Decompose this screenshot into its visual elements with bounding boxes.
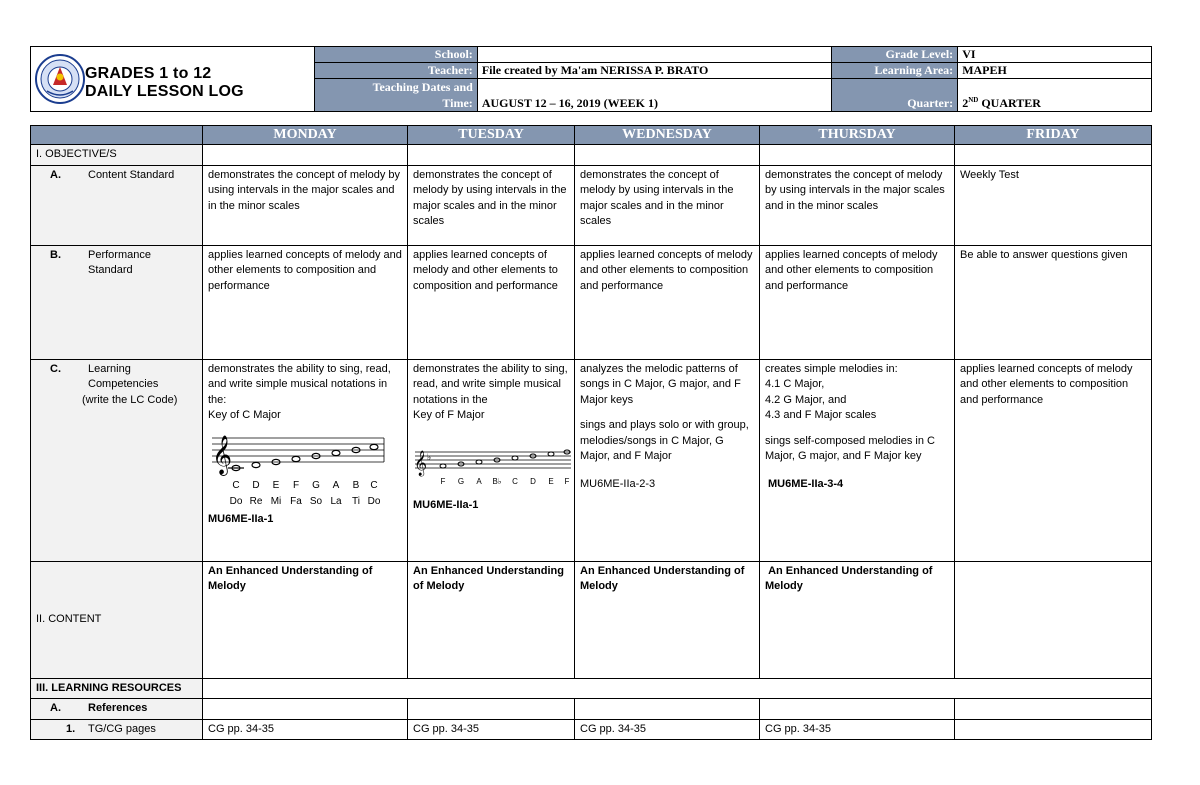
title-daily-lesson-log: DAILY LESSON LOG — [85, 83, 244, 100]
lc-monday-text: demonstrates the ability to sing, read, and write simple musical notations in the: — [208, 362, 391, 406]
performance-standard-label — [31, 245, 203, 359]
scale-note-letter: F — [440, 476, 446, 486]
objectives-empty-cell — [955, 145, 1152, 166]
lc-wednesday-code: MU6ME-IIa-2-3 — [580, 477, 656, 490]
row-label-text — [88, 248, 151, 279]
scale-note-letter: E — [272, 479, 280, 491]
day-header-blank — [31, 126, 203, 145]
lc-tuesday-code: MU6ME-IIa-1 — [413, 498, 479, 511]
solfege-syllable: So — [309, 495, 323, 507]
performance-standard-wednesday: applies learned concepts of melody and other elements to composition and performance — [575, 245, 760, 359]
content-standard-wednesday: demonstrates the concept of melody by using intervals in the major scales and in the minor scales — [575, 165, 760, 245]
content-section-text: II. CONTENT — [36, 612, 102, 625]
objectives-empty-cell — [408, 145, 575, 166]
learning-competencies-label — [31, 359, 203, 561]
row-label-text — [88, 362, 158, 393]
teacher-label: Teacher: — [315, 63, 478, 79]
learning-competencies-friday: applies learned concepts of melody and other elements to composition and performance — [955, 359, 1152, 561]
scale-note-letter: G — [312, 479, 320, 491]
solfege-syllable: La — [330, 495, 342, 507]
tg-cg-monday: CG pp. 34-35 — [203, 719, 408, 740]
day-thursday: THURSDAY — [760, 126, 955, 145]
row-letter: 1. — [66, 722, 76, 735]
teaching-dates-label — [315, 79, 478, 112]
solfege-syllable: Re — [249, 495, 263, 507]
row-label-text: TG/CG pages — [88, 722, 156, 735]
solfege-syllable: Fa — [290, 495, 302, 507]
learning-resources-row — [31, 678, 1152, 699]
row-label-line: Standard — [88, 264, 133, 276]
content-friday — [955, 561, 1152, 678]
day-wednesday: WEDNESDAY — [575, 126, 760, 145]
row-letter: C. — [50, 362, 61, 375]
row-letter: A. — [50, 702, 61, 714]
lc-thursday-text2: sings self-composed melodies in C Major, G major, and F Major key — [765, 434, 935, 462]
references-empty-cell — [955, 699, 1152, 720]
row-label-text: Content Standard — [88, 168, 175, 181]
scale-note-letter: A — [332, 479, 340, 491]
quarter-suffix: ND — [968, 96, 979, 104]
school-label: School: — [315, 47, 478, 63]
row-letter: B. — [50, 248, 61, 261]
scale-note-letter: D — [252, 479, 260, 491]
tg-cg-friday — [955, 719, 1152, 740]
tg-cg-tuesday: CG pp. 34-35 — [408, 719, 575, 740]
performance-standard-monday: applies learned concepts of melody and other elements to composition and performance — [203, 245, 408, 359]
flat-sign-icon: ♭ — [427, 452, 432, 463]
content-standard-thursday: demonstrates the concept of melody by using intervals in the major scales and in the minor scales — [760, 165, 955, 245]
f-major-scale-staff — [413, 446, 573, 492]
lc-thursday-code: MU6ME-IIa-3-4 — [768, 477, 844, 490]
content-standard-label — [31, 165, 203, 245]
objectives-empty-cell — [203, 145, 408, 166]
references-label — [31, 699, 203, 720]
learning-competencies-thursday — [760, 359, 955, 561]
lc-thursday-line1: creates simple melodies in: — [765, 362, 898, 375]
content-standard-row — [31, 165, 1152, 245]
lc-wednesday-text1: analyzes the melodic patterns of songs in C Major, G major, and F Major keys — [580, 362, 741, 406]
teaching-dates-value: AUGUST 12 – 16, 2019 (WEEK 1) — [477, 79, 832, 112]
quarter-word: QUARTER — [978, 96, 1041, 110]
learning-competencies-row — [31, 359, 1152, 561]
learning-area-value: MAPEH — [958, 63, 1152, 79]
teaching-dates-label-line2: Time: — [442, 96, 473, 110]
scale-note-letter: G — [457, 476, 465, 486]
performance-standard-tuesday: applies learned concepts of melody and other elements to composition and performance — [408, 245, 575, 359]
content-standard-monday: demonstrates the concept of melody by using intervals in the major scales and in the minor scales — [203, 165, 408, 245]
references-row — [31, 699, 1152, 720]
scale-note-letter: C — [512, 476, 518, 486]
references-empty-cell — [760, 699, 955, 720]
deped-seal-logo — [35, 51, 85, 107]
scale-note-letter: C — [232, 479, 240, 491]
lc-monday-key: Key of C Major — [208, 409, 281, 421]
scale-note-letter: B — [352, 479, 360, 491]
treble-clef-icon: 𝄞 — [212, 434, 233, 475]
day-header-row — [31, 126, 1152, 145]
school-value — [477, 47, 832, 63]
day-friday: FRIDAY — [955, 126, 1152, 145]
content-thursday: An Enhanced Understanding of Melody — [760, 561, 955, 678]
grade-level-label: Grade Level: — [832, 47, 958, 63]
lc-tuesday-text: demonstrates the ability to sing, read, and write simple musical notations in the — [413, 362, 568, 406]
learning-competencies-tuesday — [408, 359, 575, 561]
scale-note-letter: F — [564, 476, 570, 486]
scale-note-letter: C — [370, 479, 378, 491]
grade-level-value: VI — [958, 47, 1152, 63]
objectives-empty-cell — [575, 145, 760, 166]
references-empty-cell — [575, 699, 760, 720]
row-letter: A. — [50, 168, 61, 181]
row-label-text: References — [88, 702, 148, 714]
performance-standard-thursday: applies learned concepts of melody and other elements to composition and performance — [760, 245, 955, 359]
row-label-line: Performance — [88, 248, 151, 261]
solfege-syllable: Ti — [352, 495, 360, 507]
learning-resources-empty — [203, 678, 1152, 699]
references-empty-cell — [408, 699, 575, 720]
references-empty-cell — [203, 699, 408, 720]
performance-standard-friday: Be able to answer questions given — [955, 245, 1152, 359]
row-label-line: Learning — [88, 362, 131, 375]
scale-note-letter: B♭ — [492, 476, 502, 486]
lc-thursday-line2: 4.1 C Major, — [765, 378, 825, 390]
treble-clef-icon: 𝄞 — [414, 450, 428, 476]
lc-tuesday-key: Key of F Major — [413, 409, 485, 421]
title-box — [30, 46, 316, 112]
lesson-table — [30, 125, 1152, 740]
header-info-table — [314, 46, 1152, 112]
scale-note-letter: A — [476, 476, 482, 486]
content-tuesday: An Enhanced Understanding of Melody — [408, 561, 575, 678]
teaching-dates-label-line1: Teaching Dates and — [372, 80, 473, 94]
objectives-empty-cell — [760, 145, 955, 166]
objectives-section-label: I. OBJECTIVE/S — [31, 145, 203, 166]
teacher-value: File created by Ma'am NERISSA P. BRATO — [477, 63, 832, 79]
tg-cg-wednesday: CG pp. 34-35 — [575, 719, 760, 740]
tg-cg-thursday: CG pp. 34-35 — [760, 719, 955, 740]
day-tuesday: TUESDAY — [408, 126, 575, 145]
quarter-label: Quarter: — [832, 79, 958, 112]
learning-area-label: Learning Area: — [832, 63, 958, 79]
lc-thursday-line4: 4.3 and F Major scales — [765, 409, 877, 421]
day-monday: MONDAY — [203, 126, 408, 145]
content-standard-tuesday: demonstrates the concept of melody by using intervals in the major scales and in the minor scales — [408, 165, 575, 245]
lc-code-hint: (write the LC Code) — [82, 393, 178, 406]
lesson-log-header — [30, 46, 1152, 112]
quarter-number: 2 — [962, 96, 969, 110]
lc-wednesday-text2: sings and plays solo or with group, melodies/songs in C Major, G Major, and F Major — [580, 419, 749, 462]
lc-thursday-line3: 4.2 G Major, and — [765, 393, 847, 406]
content-row — [31, 561, 1152, 678]
solfege-syllable: Mi — [270, 495, 282, 507]
scale-note-letter: D — [530, 476, 536, 486]
learning-resources-section-label: III. LEARNING RESOURCES — [31, 678, 203, 699]
tg-cg-row — [31, 719, 1152, 740]
title-grades: GRADES 1 to 12 — [85, 65, 212, 82]
quarter-value — [958, 79, 1152, 112]
content-wednesday: An Enhanced Understanding of Melody — [575, 561, 760, 678]
objectives-row — [31, 145, 1152, 166]
content-section-label — [31, 561, 203, 678]
solfege-syllable: Do — [367, 495, 381, 507]
learning-competencies-monday — [203, 359, 408, 561]
content-standard-friday: Weekly Test — [955, 165, 1152, 245]
scale-note-letter: F — [292, 479, 300, 491]
solfege-syllable: Do — [229, 495, 243, 507]
c-major-scale-staff — [208, 428, 386, 510]
row-label-line: Competencies — [88, 378, 159, 390]
tg-cg-label — [31, 719, 203, 740]
learning-competencies-wednesday — [575, 359, 760, 561]
content-monday: An Enhanced Understanding of Melody — [203, 561, 408, 678]
performance-standard-row — [31, 245, 1152, 359]
scale-note-letter: E — [548, 476, 554, 486]
lc-monday-code: MU6ME-IIa-1 — [208, 512, 274, 525]
